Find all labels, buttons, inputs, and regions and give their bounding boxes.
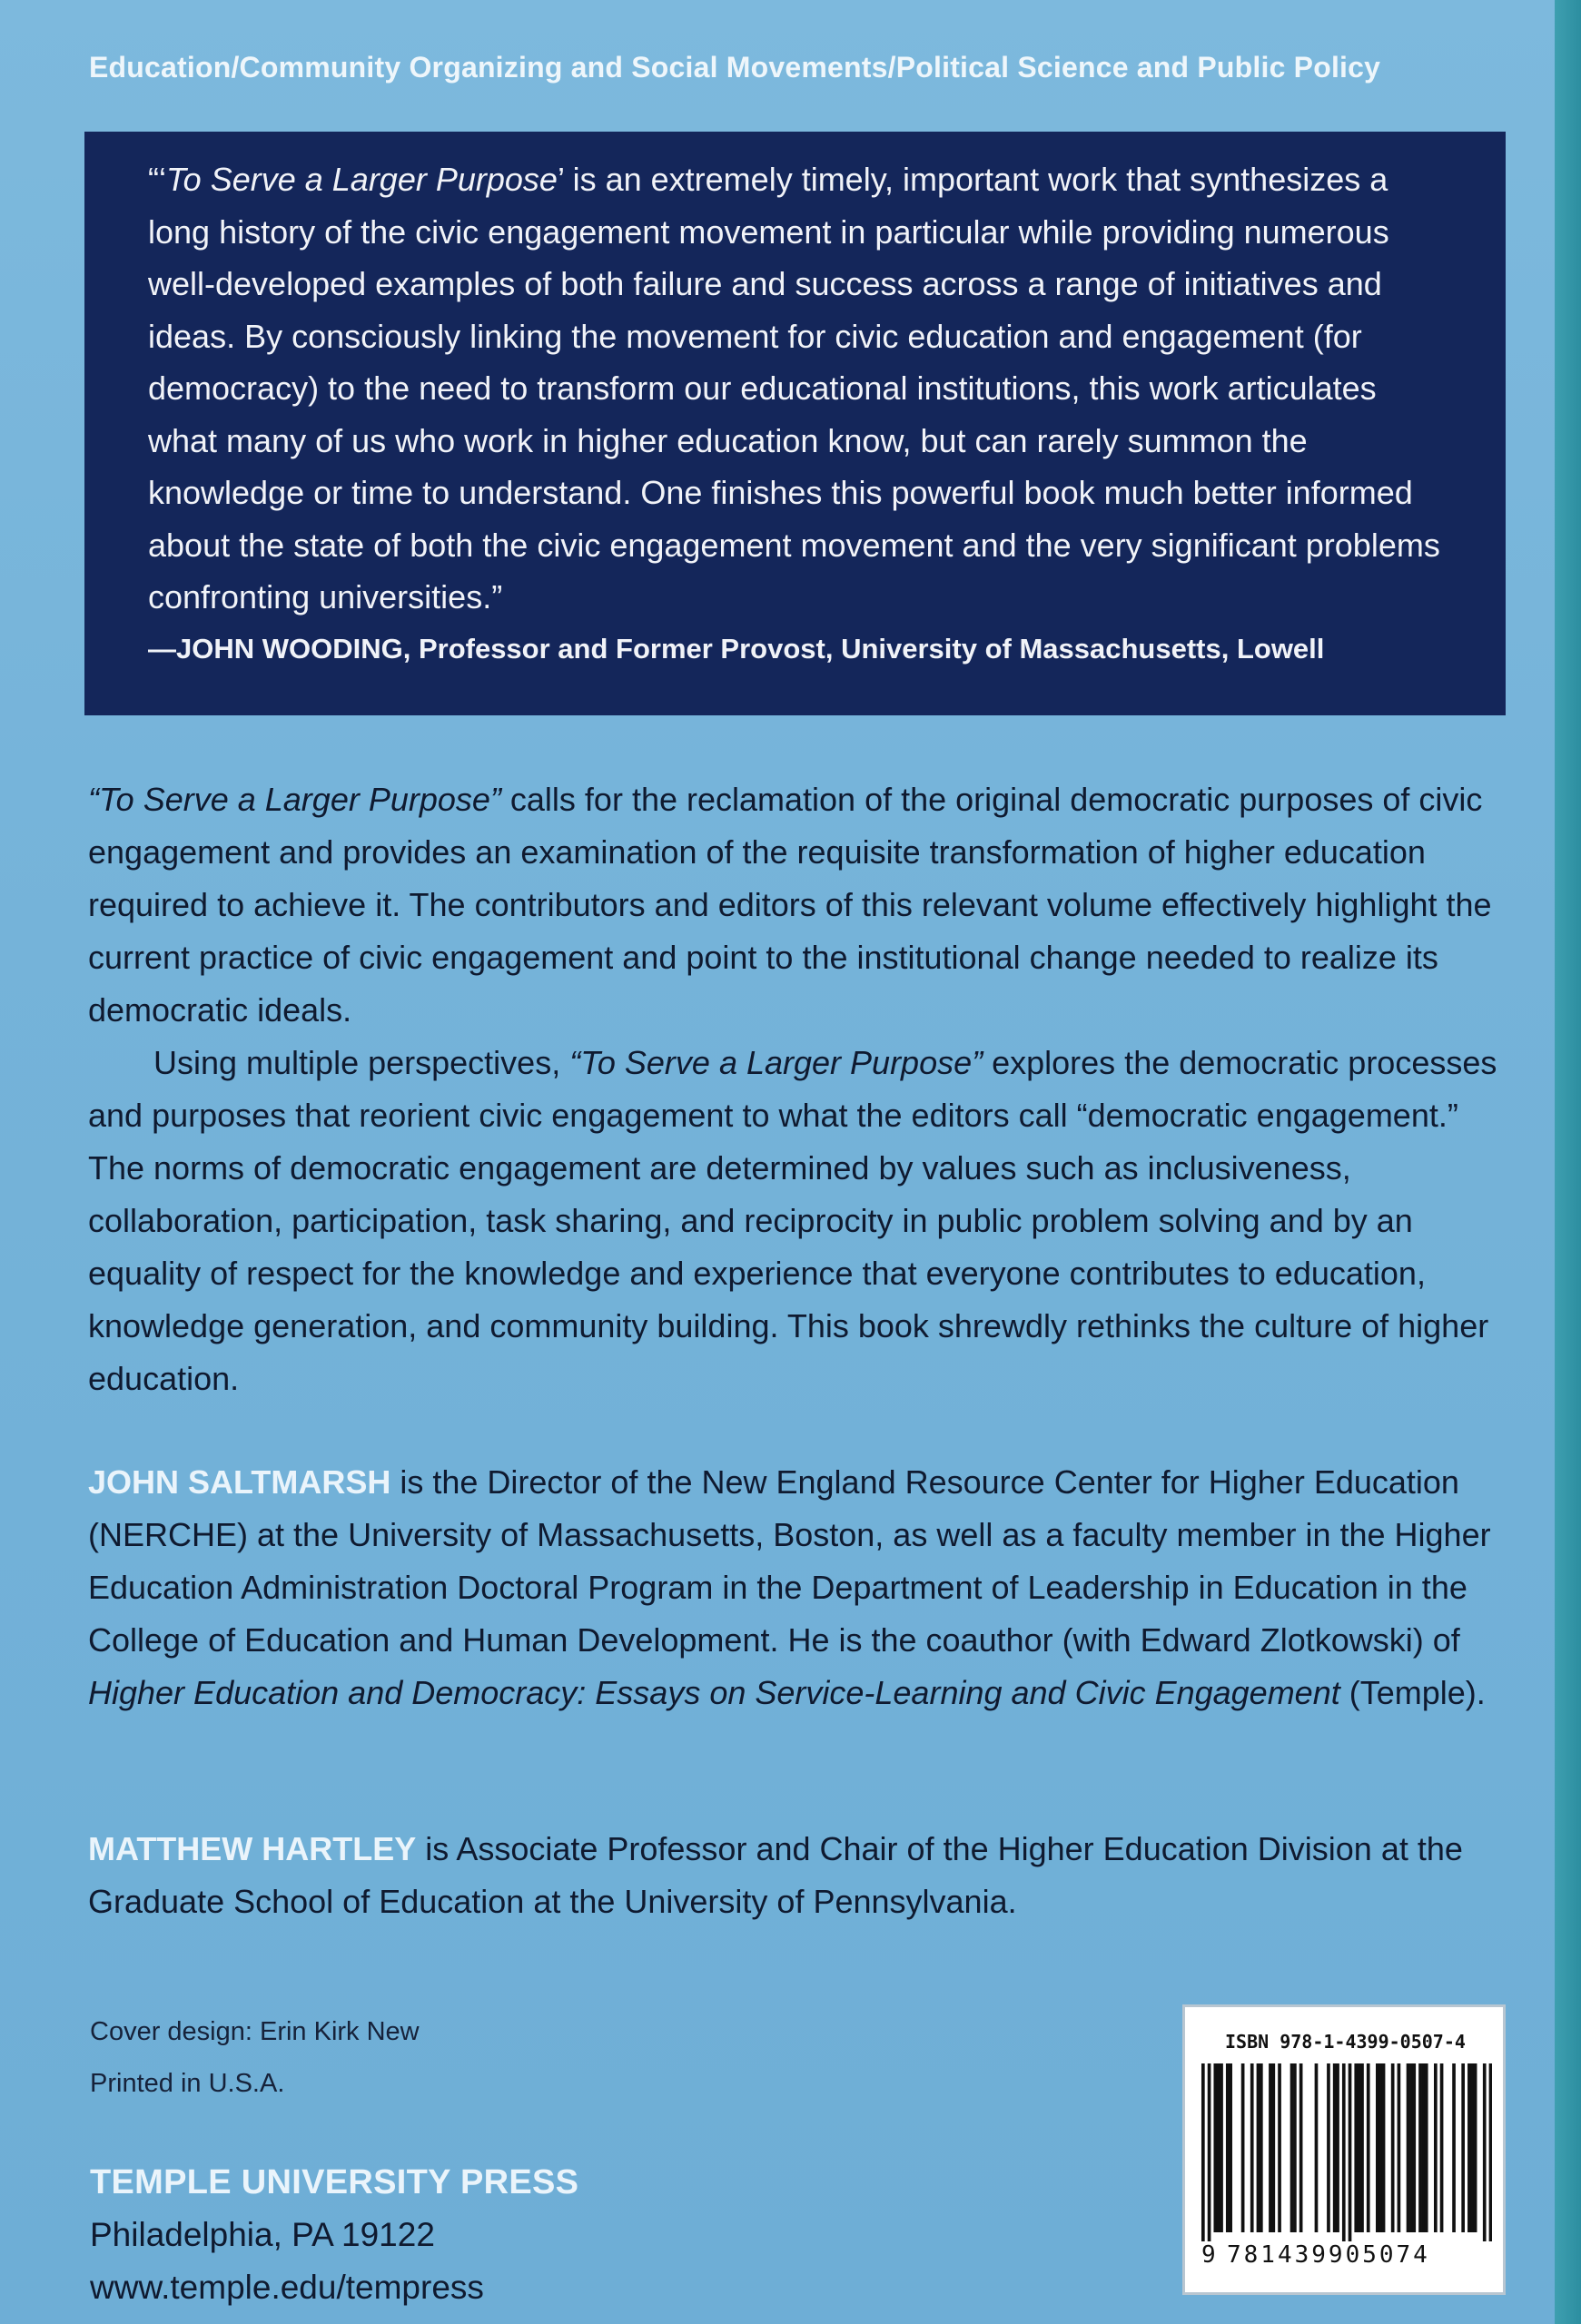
barcode-bar — [1412, 2063, 1416, 2232]
credits — [90, 2006, 420, 2110]
barcode-bar — [1293, 2063, 1297, 2232]
barcode-bar — [1474, 2063, 1477, 2232]
description-lead-2: Using multiple perspectives, — [153, 1044, 570, 1081]
barcode-bar — [1269, 2063, 1272, 2232]
bio-tail-saltmarsh: (Temple). — [1339, 1674, 1486, 1711]
publisher-url: www.temple.edu/tempress — [90, 2269, 484, 2306]
barcode-bar — [1422, 2063, 1426, 2232]
barcode-bar — [1467, 2063, 1471, 2232]
description-text-2: explores the democratic processes and purposes that reorient civic engagement to what the editors call “democratic engagement.” The norms of democratic engagement are determined by values such as inclusiveness, collaboration, participation, task sharing, and reciprocity in public problem solving and by an equality of respect for the knowledge and experience that everyone contributes to education, knowledge generation, and community building. This book shrewdly rethinks the culture of higher education. — [88, 1044, 1497, 1397]
barcode-bar — [1290, 2063, 1294, 2232]
bio-text-hartley: is Associate Professor and Chair of the Higher Education Division at the Graduate School of Education at the University of Pennsylvania. — [88, 1830, 1463, 1920]
description — [88, 773, 1523, 1405]
barcode-bar — [1418, 2063, 1422, 2232]
barcode-bar — [1299, 2063, 1303, 2232]
barcode-bar — [1333, 2063, 1337, 2232]
printed-in: Printed in U.S.A. — [90, 2069, 285, 2098]
barcode-bar — [1327, 2063, 1330, 2232]
barcode-bar — [1398, 2063, 1401, 2232]
barcode-bar — [1440, 2063, 1444, 2232]
barcode-bar — [1376, 2063, 1379, 2232]
cover-design-credit: Cover design: Erin Kirk New — [90, 2017, 420, 2046]
barcode-bar — [1425, 2063, 1428, 2232]
barcode-bar — [1358, 2063, 1361, 2232]
barcode-bar — [1336, 2063, 1339, 2232]
barcode-bar — [1367, 2063, 1370, 2232]
bio-book-title: Higher Education and Democracy: Essays on Service-Learning and Civic Engagement — [88, 1674, 1340, 1711]
barcode-bar — [1217, 2063, 1220, 2232]
barcode-bars — [1201, 2063, 1492, 2241]
barcode-bar — [1278, 2063, 1281, 2232]
barcode-bar — [1250, 2063, 1254, 2232]
category-line: Education/Community Organizing and Social Movements/Political Science and Public Policy — [89, 51, 1381, 84]
barcode-bar — [1470, 2063, 1474, 2232]
endorsement-quote-box — [84, 132, 1506, 715]
author-name-hartley: MATTHEW HARTLEY — [88, 1830, 417, 1867]
quote-book-title: To Serve a Larger Purpose — [166, 161, 558, 198]
barcode-bar — [1489, 2063, 1492, 2241]
description-paragraph-1 — [88, 773, 1523, 1037]
barcode-bar — [1260, 2063, 1263, 2232]
author-bio-hartley — [88, 1823, 1523, 1928]
author-bio-saltmarsh — [88, 1456, 1523, 1719]
barcode-bar — [1342, 2063, 1346, 2241]
barcode-bar — [1349, 2063, 1352, 2241]
barcode-bar — [1360, 2063, 1364, 2232]
barcode-bar — [1461, 2063, 1465, 2232]
barcode-bar — [1241, 2063, 1245, 2232]
barcode-bar — [1354, 2063, 1358, 2232]
description-book-title: “To Serve a Larger Purpose” — [88, 781, 501, 818]
spine-edge — [1555, 0, 1581, 2324]
barcode-bar — [1208, 2063, 1211, 2241]
quote-attribution: —JOHN WOODING, Professor and Former Provost, University of Massachusetts, Lowell — [148, 632, 1325, 665]
quote-open: “‘ — [148, 161, 166, 198]
barcode-first-digit: 9 — [1201, 2241, 1219, 2269]
barcode-bar — [1271, 2063, 1275, 2232]
description-book-title-2: “To Serve a Larger Purpose” — [569, 1044, 983, 1081]
barcode-bar — [1407, 2063, 1410, 2232]
barcode-bar — [1378, 2063, 1382, 2232]
publisher-city: Philadelphia, PA 19122 — [90, 2216, 435, 2253]
isbn-label: ISBN 978-1-4399-0507-4 — [1225, 2031, 1466, 2053]
barcode-bar — [1483, 2063, 1487, 2241]
publisher-block — [90, 2156, 578, 2314]
barcode-bar — [1391, 2063, 1395, 2232]
publisher-name: TEMPLE UNIVERSITY PRESS — [90, 2163, 579, 2201]
isbn-barcode — [1182, 2004, 1506, 2295]
barcode-bar — [1257, 2063, 1260, 2232]
description-text-1: calls for the reclamation of the original democratic purposes of civic engagement and provides an examination of the requisite transformation of higher education required to achieve it. The contributors and editors of this relevant volume effectively highlight the current practice of civic engagement and point to the institutional change needed to realize its democratic ideals. — [88, 781, 1492, 1029]
barcode-bar — [1229, 2063, 1232, 2232]
description-paragraph-2 — [88, 1037, 1523, 1405]
barcode-bar — [1409, 2063, 1413, 2232]
quote-body: ’ is an extremely timely, important work that synthesizes a long history of the civic engagement movement in particular while providing numerous well-developed examples of both failure and success across a range of initiatives and ideas. By consciously linking the movement for civic education and engagement (for democracy) to the need to transform our educational institutions, this work articulates what many of us who work in higher education know, but can rarely summon the knowledge or time to understand. One finishes this powerful book much better informed about the state of both the civic engagement movement and the very significant problems confronting universities.” — [148, 161, 1440, 615]
endorsement-quote — [148, 153, 1451, 624]
barcode-bar — [1220, 2063, 1223, 2232]
bio-text-saltmarsh: is the Director of the New England Resource Center for Higher Education (NERCHE) at the University of Massachusetts, Boston, as well as a faculty member in the Higher Education Administration Doctoral Program in the Department of Leadership in Education in the College of Education and Human Development. He is the coauthor (with Edward Zlotkowski) of — [88, 1463, 1491, 1659]
barcode-bar — [1382, 2063, 1386, 2232]
barcode-bar — [1226, 2063, 1230, 2232]
barcode-bar — [1213, 2063, 1217, 2232]
author-name-saltmarsh: JOHN SALTMARSH — [88, 1463, 391, 1501]
barcode-bar — [1434, 2063, 1438, 2232]
barcode-bar — [1452, 2063, 1456, 2232]
barcode-bar — [1201, 2063, 1205, 2241]
barcode-bar — [1315, 2063, 1319, 2232]
barcode-digit-string: 781439905074 — [1227, 2241, 1430, 2269]
